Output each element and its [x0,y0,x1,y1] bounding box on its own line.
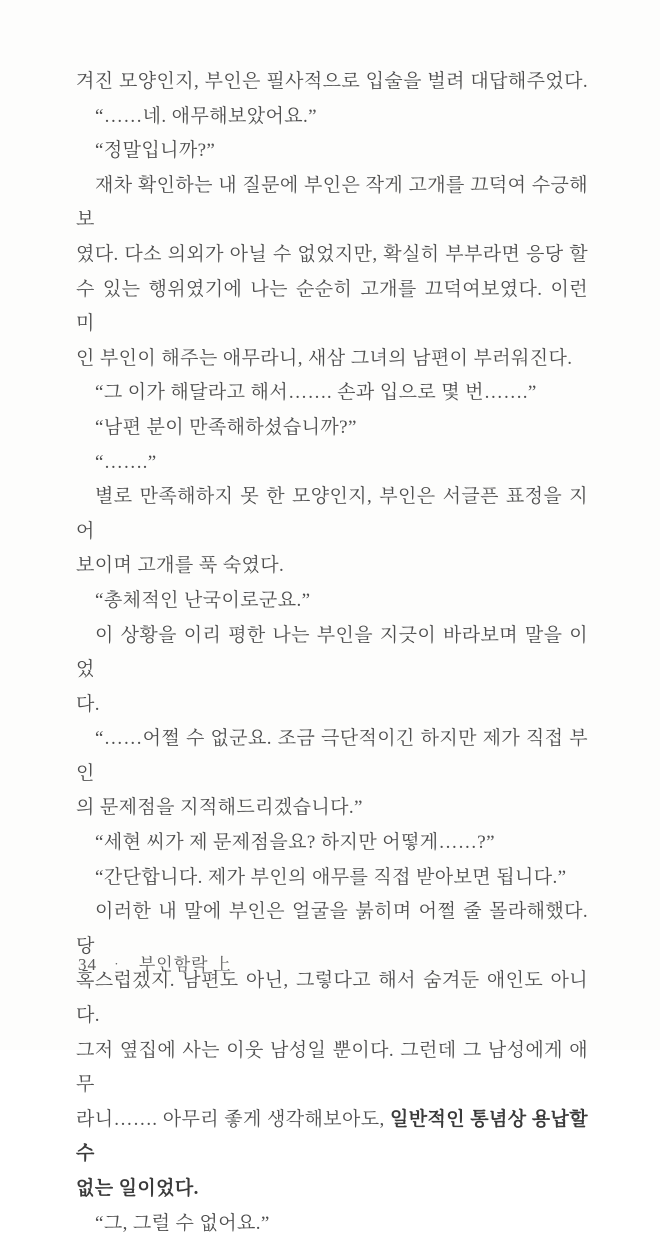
text-segment: 재차 확인하는 내 질문에 부인은 작게 고개를 끄덕여 수긍해보 [76,174,588,231]
page-footer [78,950,232,975]
text-line [76,1207,588,1241]
text-line [76,480,588,549]
text-line [76,411,588,446]
text-line [76,376,588,411]
text-line [76,619,588,688]
text-segment: 이러한 내 말에 부인은 얼굴을 붉히며 어쩔 줄 몰라해했다. 당 [76,901,588,957]
text-line [76,169,588,238]
text-segment: “간단합니다. 제가 부인의 애무를 직접 받아보면 됩니다.” [95,866,567,888]
text-segment: 라니……. 아무리 좋게 생각해보아도, [76,1108,390,1130]
text-segment: “……어쩔 수 없군요. 조금 극단적이긴 하지만 제가 직접 부인 [76,728,588,784]
text-segment: “정말입니까?” [95,140,216,162]
text-line [76,1172,588,1207]
text-line [76,826,588,861]
text-line [76,861,588,896]
text-segment: 였다. 다소 의외가 아닐 수 없었지만, 확실히 부부라면 응당 할 [76,243,588,265]
text-segment: “…….” [95,451,157,473]
text-line [76,1103,588,1172]
text-segment: “그 이가 해달라고 해서……. 손과 입으로 몇 번…….” [95,382,537,404]
text-segment: 겨진 모양인지, 부인은 필사적으로 입술을 벌려 대답해주었다. [76,71,588,92]
text-line [76,65,588,100]
text-segment: 별로 만족해하지 못 한 모양인지, 부인은 서글픈 표정을 지어 [76,486,588,542]
page-body [76,65,588,1241]
text-line [76,722,588,791]
book-title: 부인함락 上 [138,955,232,974]
text-line [76,342,588,377]
text-line [76,549,588,584]
text-segment: 이 상황을 이리 평한 나는 부인을 지긋이 바라보며 말을 이었 [76,624,588,681]
text-line [76,273,588,342]
text-segment: “세현 씨가 제 문제점을요? 하지만 어떻게……?” [95,832,495,854]
text-line [76,1034,588,1103]
text-segment: 의 문제점을 지적해드리겠습니다.” [76,797,363,819]
text-line [76,134,588,169]
text-segment: “남편 분이 만족해하셨습니까?” [95,416,357,438]
text-segment: 그저 옆집에 사는 이웃 남성일 뿐이다. 그런데 그 남성에게 애무 [76,1039,588,1096]
text-line [76,688,588,723]
text-segment: 수 있는 행위였기에 나는 순순히 고개를 끄덕여보였다. 이런 미 [76,278,588,335]
bold-text-segment: 없는 일이었다. [76,1178,199,1199]
text-segment: 인 부인이 해주는 애무라니, 새삼 그녀의 남편이 부러워진다. [76,347,573,369]
text-segment: “총체적인 난국이로군요.” [95,589,311,611]
text-segment: 혹스럽겠지. 남편도 아닌, 그렇다고 해서 숨겨둔 애인도 아니다. [76,970,588,1027]
text-line [76,584,588,619]
text-line [76,100,588,135]
text-line [76,791,588,826]
text-segment: “그, 그럴 수 없어요.” [95,1212,270,1234]
bold-text-segment: 일반적인 통념상 용납할 수 [76,1108,588,1165]
text-segment: “……네. 애무해보았어요.” [95,105,317,127]
page-number: 34 [78,955,97,974]
text-line [76,238,588,273]
text-segment: 보이며 고개를 푹 숙였다. [76,555,285,577]
text-segment: 다. [76,693,100,715]
footer-dot-separator: · [114,956,120,971]
text-line [76,446,588,481]
